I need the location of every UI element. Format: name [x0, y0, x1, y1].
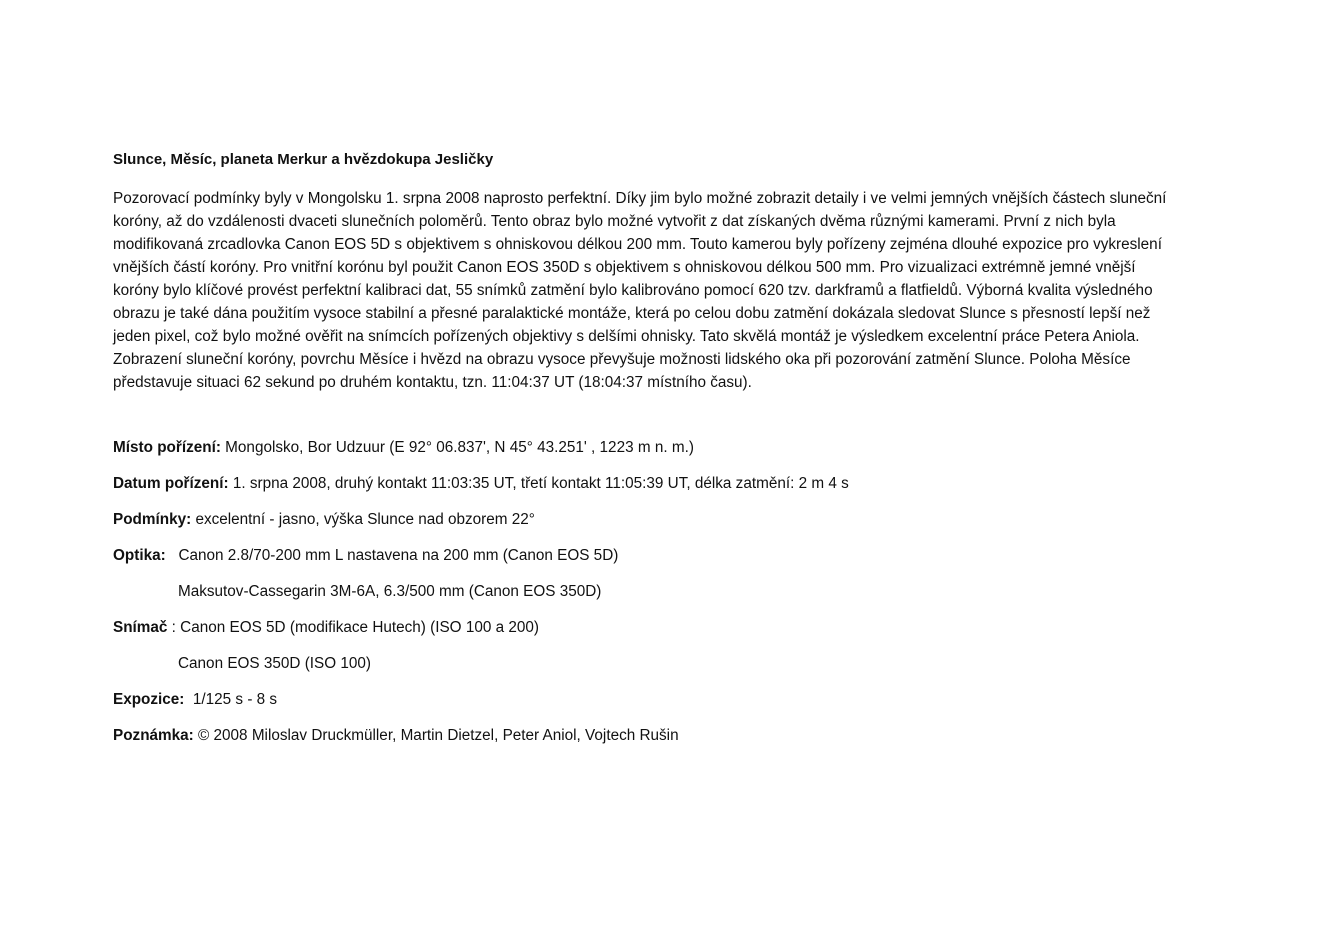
paragraph-line: vnějších částí koróny. Pro vnitřní korónu byl použit Canon EOS 350D s objektivem s ohniskovou délkou 500 mm. Pro vizualizaci extrémně jemné vnější	[113, 259, 1136, 276]
optics-row-secondary	[113, 582, 1228, 602]
paragraph-line: Zobrazení sluneční koróny, povrchu Měsíce i hvězd na obrazu vysoce převyšuje možnosti lidského oka při pozorování zatmění Slunce. Poloha Měsíce	[113, 351, 1131, 368]
sensor-value: : Canon EOS 5D (modifikace Hutech) (ISO 100 a 200)	[167, 619, 539, 636]
date-row	[113, 474, 1228, 494]
note-value: © 2008 Miloslav Druckmüller, Martin Dietzel, Peter Aniol, Vojtech Rušin	[193, 727, 679, 744]
paragraph-line: Pozorovací podmínky byly v Mongolsku 1. srpna 2008 naprosto perfektní. Díky jim bylo možné zobrazit detaily i ve velmi jemných vnějších částech sluneční	[113, 190, 1167, 207]
sensor-row-secondary	[113, 654, 1228, 674]
date-label: Datum pořízení:	[113, 475, 229, 492]
note-row	[113, 726, 1228, 746]
document-page	[113, 150, 1228, 762]
capture-details	[113, 438, 1228, 746]
exposure-row	[113, 690, 1228, 710]
document-title: Slunce, Měsíc, planeta Merkur a hvězdokupa Jesličky	[113, 151, 494, 168]
optics-row	[113, 546, 1228, 566]
conditions-value: excelentní - jasno, výška Slunce nad obzorem 22°	[191, 511, 535, 528]
optics-label: Optika:	[113, 547, 166, 564]
optics-value-secondary: Maksutov-Cassegarin 3M-6A, 6.3/500 mm (Canon EOS 350D)	[178, 583, 602, 600]
note-label: Poznámka:	[113, 727, 194, 744]
paragraph-line: představuje situaci 62 sekund po druhém kontaktu, tzn. 11:04:37 UT (18:04:37 místního času).	[113, 374, 752, 391]
paragraph-line: koróny, až do vzdálenosti dvaceti slunečních poloměrů. Tento obraz bylo možné vytvořit z dat získaných dvěma různými kamerami. První z nich byla	[113, 213, 1116, 230]
sensor-row	[113, 618, 1228, 638]
location-label: Místo pořízení:	[113, 439, 221, 456]
location-row	[113, 438, 1228, 458]
conditions-row	[113, 510, 1228, 530]
date-value: 1. srpna 2008, druhý kontakt 11:03:35 UT, třetí kontakt 11:05:39 UT, délka zatmění: 2 m 4 s	[228, 475, 849, 492]
paragraph-line: obrazu je také dána použitím vysoce stabilní a přesné paralaktické montáže, která po celou dobu zatmění dokázala sledovat Slunce s přesností lepší než	[113, 305, 1151, 322]
location-value: Mongolsko, Bor Udzuur (E 92° 06.837', N 45° 43.251' , 1223 m n. m.)	[220, 439, 694, 456]
sensor-label: Snímač	[113, 619, 168, 636]
exposure-label: Expozice:	[113, 691, 185, 708]
description-paragraph	[113, 187, 1228, 394]
paragraph-line: jeden pixel, což bylo možné ověřit na snímcích pořízených objektivy s delšími ohnisky. Tato skvělá montáž je výsledkem excelentní práce Petera Aniola.	[113, 328, 1140, 345]
exposure-value: 1/125 s - 8 s	[184, 691, 278, 708]
paragraph-line: modifikovaná zrcadlovka Canon EOS 5D s objektivem s ohniskovou délkou 200 mm. Touto kamerou byly pořízeny zejména dlouhé expozice pro vykreslení	[113, 236, 1162, 253]
optics-value: Canon 2.8/70-200 mm L nastavena na 200 mm (Canon EOS 5D)	[165, 547, 619, 564]
sensor-value-secondary: Canon EOS 350D (ISO 100)	[178, 655, 372, 672]
conditions-label: Podmínky:	[113, 511, 192, 528]
paragraph-line: koróny bylo klíčové provést perfektní kalibraci dat, 55 snímků zatmění bylo kalibrováno pomocí 620 tzv. darkframů a flatfieldů. Výborná kvalita výsledného	[113, 282, 1153, 299]
